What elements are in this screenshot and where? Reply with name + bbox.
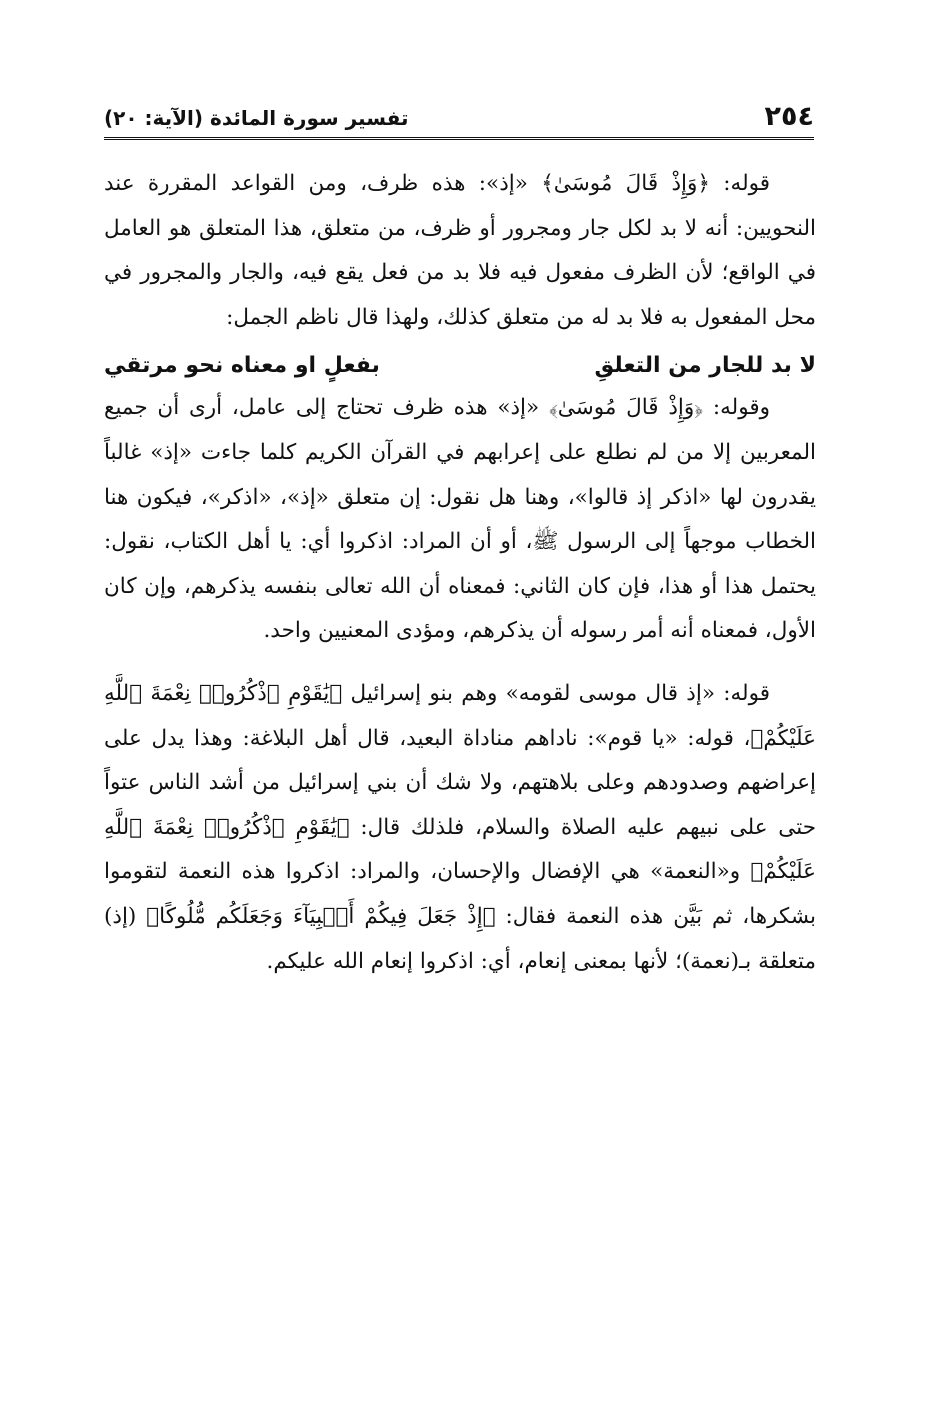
body-text xyxy=(104,162,816,984)
paragraph: قوله: ﴿وَإِذْ قَالَ مُوسَىٰ﴾ «إذ»: هذه ظرف، ومن القواعد المقررة عند النحويين: أنه لا بد لكل جار ومجرور أو ظرف، من متعلق، هذا المتعلق هو العامل في الواقع؛ لأن الظرف مفعول فيه فلا بد من فعل يقع فيه، والجار والمجرور في محل المفعول به فلا بد له من متعلق كذلك، ولهذا قال ناظم الجمل: xyxy=(104,171,816,330)
page-header xyxy=(104,98,814,138)
page-number: ٢٥٤ xyxy=(764,101,814,132)
poem-verse xyxy=(104,346,816,386)
poem-first-hemistich: لا بد للجار من التعلقِ xyxy=(594,353,816,379)
paragraph: وقوله: ﴿وَإِذْ قَالَ مُوسَىٰ﴾ «إذ» هذه ظرف تحتاج إلى عامل، أرى أن جميع المعربين إلا من لم نطلع على إعرابهم في القرآن الكريم كلما جاءت «إذ» غالباً يقدرون لها «اذكر إذ قالوا»، وهنا هل نقول: إن متعلق «إذ»، «اذكر»، فيكون هنا الخطاب موجهاً إلى الرسول ﷺ، أو أن المراد: اذكروا أي: يا أهل الكتاب، نقول: يحتمل هذا أو هذا، فإن كان الثاني: فمعناه أن الله تعالى بنفسه يذكرهم، وإن كان الأول، فمعناه أنه أمر رسوله أن يذكرهم، ومؤدى المعنيين واحد. xyxy=(104,395,816,644)
paragraph: قوله: «إذ قال موسى لقومه» وهم بنو إسرائيل ﴿يَٰقَوْمِ ٱذْكُرُوا۟ نِعْمَةَ ٱللَّهِ عَلَيْكُمْ﴾، قوله: «يا قوم»: ناداهم مناداة البعيد، قال أهل البلاغة: وهذا يدل على إعراضهم وصدودهم وعلى بلاهتهم، ولا شك أن بني إسرائيل من أشد الناس عتواً حتى على نبيهم عليه الصلاة والسلام، فلذلك قال: ﴿يَٰقَوْمِ ٱذْكُرُوا۟ نِعْمَةَ ٱللَّهِ عَلَيْكُمْ﴾ و«النعمة» هي الإفضال والإحسان، والمراد: اذكروا هذه النعمة لتقوموا بشكرها، ثم بَيَّن هذه النعمة فقال: ﴿إِذْ جَعَلَ فِيكُمْ أَنۢبِيَآءَ وَجَعَلَكُم مُّلُوكًا﴾ (إذ) متعلقة بـ(نعمة)؛ لأنها بمعنى إنعام، أي: اذكروا إنعام الله عليكم. xyxy=(104,680,816,974)
header-rule xyxy=(104,137,814,140)
poem-second-hemistich: بفعلٍ او معناه نحو مرتقي xyxy=(104,353,380,379)
running-title: تفسير سورة المائدة (الآية: ٢٠) xyxy=(104,106,409,130)
